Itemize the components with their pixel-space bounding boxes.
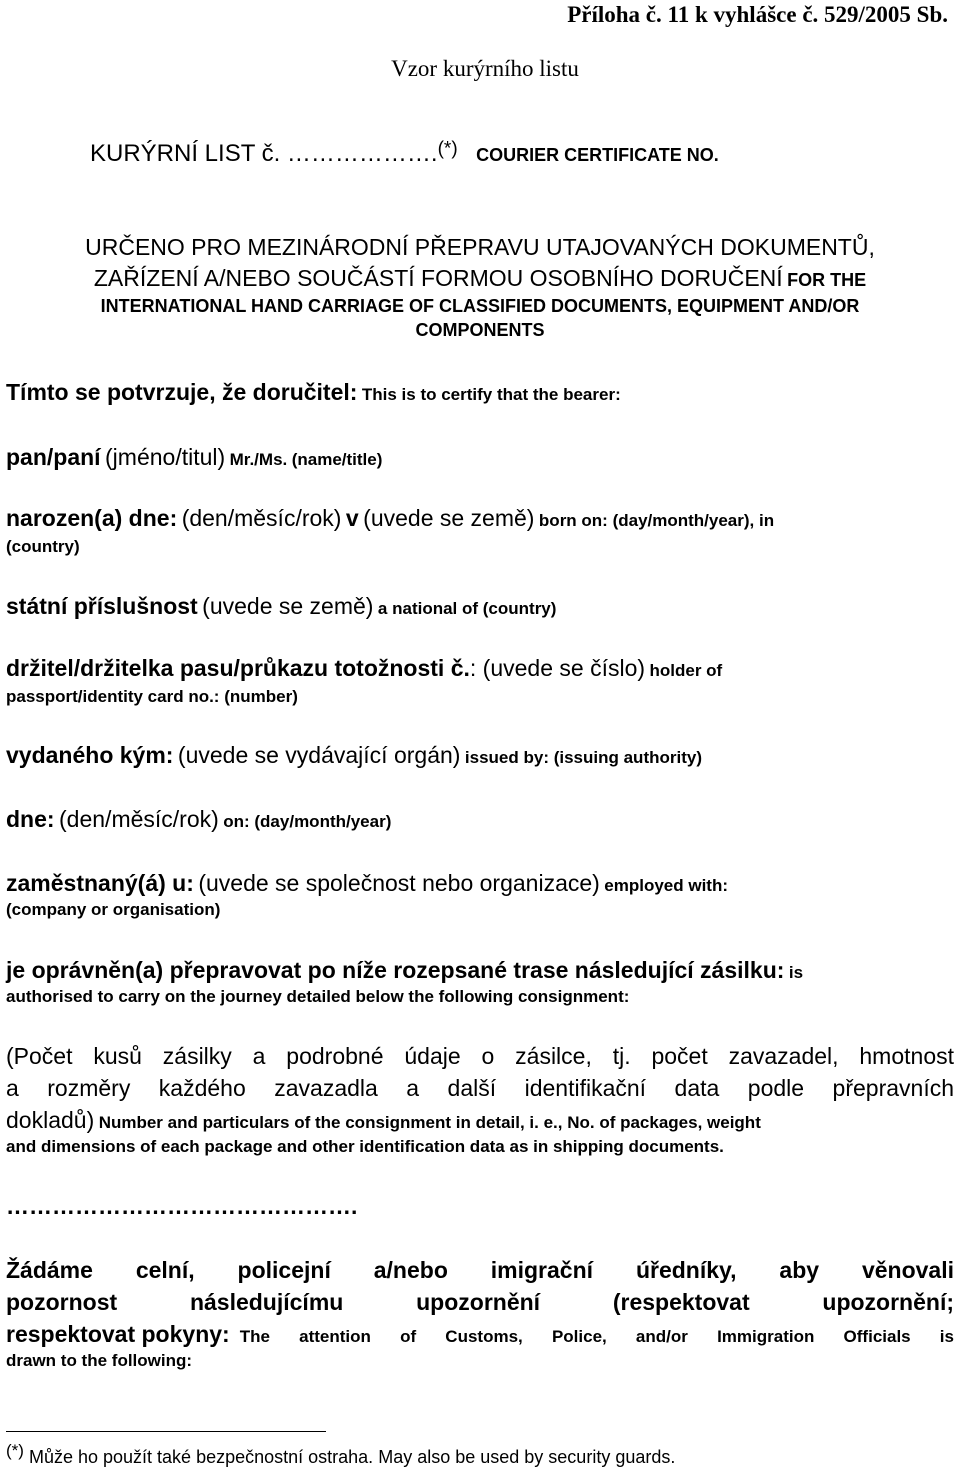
passport-label-en: holder of <box>649 661 723 680</box>
authorised-label-cz: je oprávněn(a) přepravovat po níže rozepsané trase následující zásilku: <box>6 957 785 983</box>
passport-label-cz: držitel/držitelka pasu/průkazu totožnosti č. <box>6 655 470 681</box>
request-line-4: drawn to the following: <box>6 1351 193 1370</box>
certify-cz: Tímto se potvrzuje, že doručitel: <box>6 379 358 405</box>
born-line-2: (country) <box>6 537 80 556</box>
name-hint-cz: (jméno/titul) <box>105 444 226 470</box>
nationality-label-en: a national of (country) <box>377 599 557 618</box>
certificate-title <box>90 140 954 168</box>
purpose-line-2-en: FOR THE <box>787 270 867 290</box>
born-hint-country: (uvede se země) <box>363 505 535 531</box>
born-field <box>6 505 954 532</box>
consignment-blank: ………………………………………. <box>6 1193 358 1219</box>
name-label-en: Mr./Ms. <box>229 450 288 469</box>
footnote-marker-bottom: (*) <box>6 1441 24 1460</box>
issued-hint-cz: (uvede se vydávající orgán) <box>177 742 461 768</box>
employed-hint-cz: (uvede se společnost nebo organizace) <box>198 870 600 896</box>
authorised-line <box>6 957 954 984</box>
annex-reference: Příloha č. 11 k vyhlášce č. 529/2005 Sb. <box>567 2 948 27</box>
nationality-hint-cz: (uvede se země) <box>202 593 374 619</box>
authorised-label-en: is <box>788 963 804 982</box>
purpose-line-1: URČENO PRO MEZINÁRODNÍ PŘEPRAVU UTAJOVANÝCH DOKUMENTŮ, <box>85 234 875 260</box>
footnote-cz: Může ho použít také bezpečnostní ostraha. <box>28 1447 374 1467</box>
request-line-3 <box>6 1321 954 1348</box>
name-hint-en: (name/title) <box>291 450 383 469</box>
employed-line-2: (company or organisation) <box>6 900 221 919</box>
name-label-cz: pan/paní <box>6 444 101 470</box>
purpose-line-2 <box>0 265 960 292</box>
name-field <box>6 444 954 471</box>
consignment-line-2: a rozměry každého zavazadla a další identifikační data podle přepravních <box>6 1075 954 1101</box>
request-line-1: Žádáme celní, policejní a/nebo imigrační úředníky, aby věnovali <box>6 1257 954 1283</box>
request-line-2: pozornost následujícímu upozornění (respektovat upozornění; <box>6 1289 954 1315</box>
title-cz: KURÝRNÍ LIST č. ………………. <box>90 140 438 167</box>
born-label-in: v <box>345 505 359 531</box>
issued-label-en: issued by: (issuing authority) <box>464 748 702 767</box>
authorised-line-2: authorised to carry on the journey detailed below the following consignment: <box>6 987 630 1006</box>
request-line-3-cz: respektovat pokyny: <box>6 1321 230 1347</box>
consignment-line-3-en: Number and particulars of the consignment in detail, i. e., No. of packages, weight <box>98 1113 761 1132</box>
title-en: COURIER CERTIFICATE NO. <box>476 145 719 165</box>
issued-field <box>6 742 954 769</box>
nationality-label-cz: státní příslušnost <box>6 593 198 619</box>
nationality-field <box>6 593 954 620</box>
issue-date-field <box>6 806 954 833</box>
date-label-cz: dne: <box>6 806 55 832</box>
form-model-title: Vzor kurýrního listu <box>391 56 579 81</box>
employed-label-cz: zaměstnaný(á) u: <box>6 870 194 896</box>
consignment-line-3 <box>6 1107 954 1134</box>
date-hint-cz: (den/měsíc/rok) <box>59 806 219 832</box>
issued-label-cz: vydaného kým: <box>6 742 174 768</box>
purpose-line-4: COMPONENTS <box>415 320 545 340</box>
employed-label-en: employed with: <box>604 876 728 895</box>
certify-en: This is to certify that the bearer: <box>361 385 621 404</box>
purpose-line-3: INTERNATIONAL HAND CARRIAGE OF CLASSIFIED DOCUMENTS, EQUIPMENT AND/OR <box>100 296 860 316</box>
born-label-cz: narozen(a) dne: <box>6 505 178 531</box>
consignment-line-4: and dimensions of each package and other identification data as in shipping documents. <box>6 1137 724 1156</box>
footnote-en: May also be used by security guards. <box>378 1447 676 1467</box>
footnote <box>6 1441 954 1468</box>
passport-line-2: passport/identity card no.: (number) <box>6 687 298 706</box>
born-hint-date: (den/měsíc/rok) <box>181 505 342 531</box>
footnote-separator <box>6 1431 326 1432</box>
employed-field <box>6 870 954 897</box>
date-label-en: on: (day/month/year) <box>223 812 392 831</box>
footnote-marker: (*) <box>437 138 458 160</box>
consignment-line-1: (Počet kusů zásilky a podrobné údaje o zásilce, tj. počet zavazadel, hmotnost <box>6 1043 954 1069</box>
request-line-3-en: The attention of Customs, Police, and/or Immigration Officials is <box>239 1327 954 1346</box>
certify-line <box>6 379 954 406</box>
born-label-en: born on: (day/month/year), in <box>538 511 775 530</box>
passport-hint-cz: : (uvede se číslo) <box>469 655 646 681</box>
purpose-line-2-cz: ZAŘÍZENÍ A/NEBO SOUČÁSTÍ FORMOU OSOBNÍHO DORUČENÍ <box>93 265 783 291</box>
passport-field <box>6 655 954 682</box>
consignment-line-3-cz: dokladů) <box>6 1107 95 1133</box>
